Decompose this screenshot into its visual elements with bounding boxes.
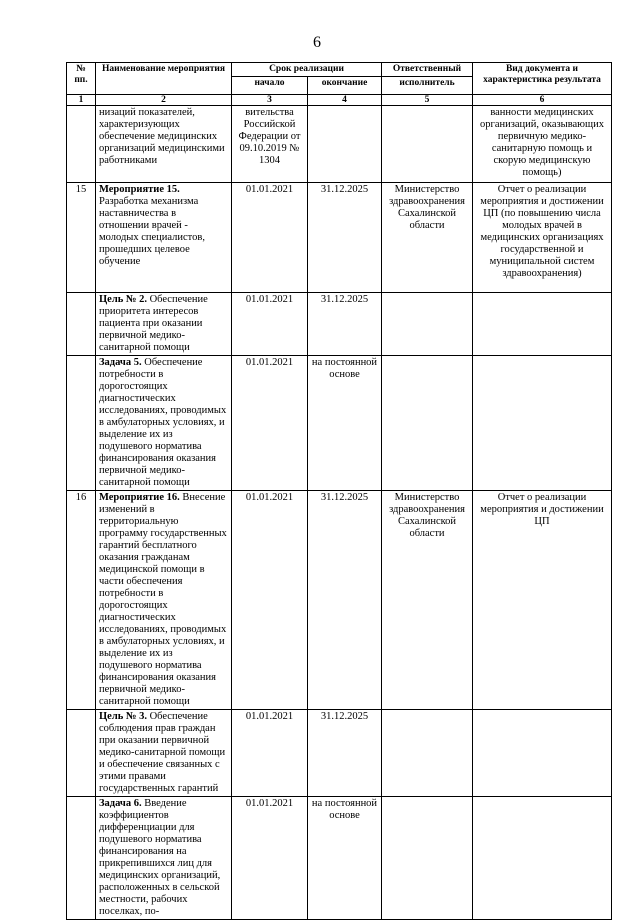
header-num: № пп. [67,63,96,95]
row-name [96,709,232,796]
row-doc: ванности медицинских организаций, оказывающих первичную медико-санитарную помощь и скорую медицинскую помощь) [473,105,612,182]
row-lead: Задача 6. [99,797,142,809]
row-doc [473,796,612,919]
row-text: Внесение изменений в территориальную программу государственных гарантий бесплатного оказания гражданам медицинской помощи в части обеспечения потребности в дорогостоящих диагностических исследованиях, проводимых в амбулаторных условиях, и выделение их из подушевого норматива финансирования оказания первичной медико-санитарной помощи [99,491,227,707]
header-start: начало [232,76,308,94]
row-responsible [382,796,473,919]
row-doc [473,355,612,490]
row-end: 31.12.2025 [308,182,382,292]
row-doc: Отчет о реализации мероприятия и достижении ЦП (по повышению числа молодых врачей в медицинских организациях государственной и муниципальной систем здравоохранения) [473,182,612,292]
row-start: вительства Российской Федерации от 09.10.2019 № 1304 [232,105,308,182]
page-number: 6 [313,34,321,51]
row-text: Введение коэффициентов дифференциации для подушевого норматива финансирования на прикрепившихся лиц для медицинских организаций, расположенных в сельской местности, рабочих поселках, по- [99,797,221,917]
row-num [67,709,96,796]
row-text: Обеспечение соблюдения прав граждан при оказании первичной медико-санитарной помощи и обеспечение связанных с этими правами государственных гарантий [99,710,226,794]
row-num [67,105,96,182]
column-number: 5 [382,94,473,105]
column-number: 1 [67,94,96,105]
row-doc: Отчет о реализации мероприятия и достижении ЦП [473,490,612,709]
row-responsible [382,105,473,182]
header-doc: Вид документа и характеристика результата [473,63,612,95]
table-row [67,709,612,796]
row-num [67,292,96,355]
row-responsible: Министерство здравоохранения Сахалинской области [382,182,473,292]
row-responsible [382,292,473,355]
row-lead: Цель № 2. [99,293,147,305]
row-text: Обеспечение приоритета интересов пациента при оказании первичной медико-санитарной помощи [99,293,208,353]
row-doc [473,292,612,355]
row-start: 01.01.2021 [232,796,308,919]
row-start: 01.01.2021 [232,292,308,355]
row-name [96,355,232,490]
table-row [67,490,612,709]
row-num: 16 [67,490,96,709]
header-responsible-top: Ответственный [382,63,473,77]
row-responsible [382,709,473,796]
column-number: 3 [232,94,308,105]
header-name: Наименование мероприятия [96,63,232,95]
row-start: 01.01.2021 [232,355,308,490]
plan-table [66,62,612,920]
row-end [308,105,382,182]
column-number: 4 [308,94,382,105]
row-name [96,796,232,919]
row-responsible: Министерство здравоохранения Сахалинской области [382,490,473,709]
row-lead: Цель № 3. [99,710,147,722]
table-row [67,182,612,292]
row-end: 31.12.2025 [308,292,382,355]
row-end: на постоянной основе [308,796,382,919]
header-end: окончание [308,76,382,94]
row-responsible [382,355,473,490]
row-end: 31.12.2025 [308,709,382,796]
row-name [96,292,232,355]
row-end: на постоянной основе [308,355,382,490]
row-text: Обеспечение потребности в дорогостоящих диагностических исследованиях, проводимых в амбулаторных условиях, и выделение их из подушевого норматива финансирования оказания первичной медико-санитарной помощи [99,356,227,488]
row-num [67,355,96,490]
row-lead: Мероприятие 16. [99,491,180,503]
row-name [96,105,232,182]
row-num: 15 [67,182,96,292]
header-responsible-bottom: исполнитель [382,76,473,94]
row-name [96,490,232,709]
row-start: 01.01.2021 [232,182,308,292]
row-lead: Мероприятие 15. [99,183,180,195]
header-period: Срок реализации [232,63,382,77]
column-number: 2 [96,94,232,105]
table-row [67,796,612,919]
row-text: Разработка механизма наставничества в отношении врачей - молодых специалистов, прошедших целевое обучение [99,195,205,267]
table-row [67,105,612,182]
column-number: 6 [473,94,612,105]
row-start: 01.01.2021 [232,709,308,796]
row-text: низаций показателей, характеризующих обеспечение медицинских организаций медицинскими работниками [99,106,225,166]
row-num [67,796,96,919]
table-row [67,292,612,355]
row-name [96,182,232,292]
row-lead: Задача 5. [99,356,142,368]
table-row [67,355,612,490]
row-end: 31.12.2025 [308,490,382,709]
row-doc [473,709,612,796]
row-start: 01.01.2021 [232,490,308,709]
